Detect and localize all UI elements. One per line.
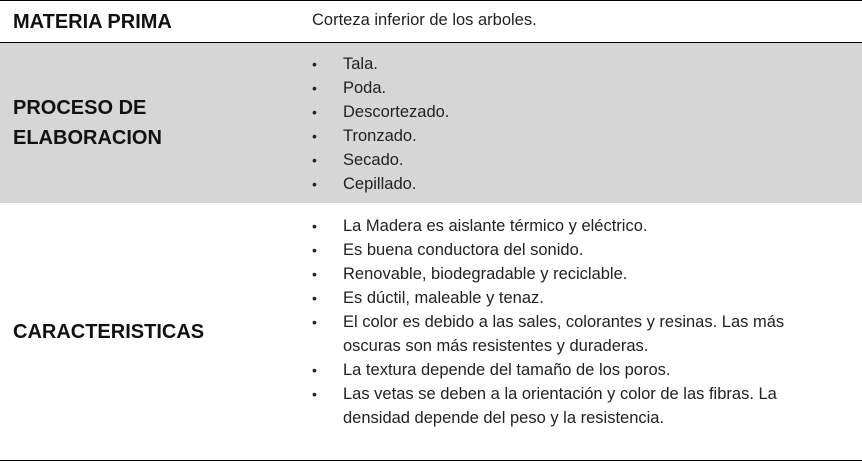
list-item bbox=[312, 286, 862, 310]
list-item bbox=[312, 214, 862, 238]
list-item bbox=[312, 148, 862, 172]
bullet-icon: • bbox=[312, 266, 317, 282]
list-item bbox=[312, 238, 862, 262]
list-item bbox=[312, 262, 862, 286]
list-item-text: Renovable, biodegradable y reciclable. bbox=[343, 265, 628, 283]
bullet-icon: • bbox=[312, 218, 317, 234]
proceso-list-cell bbox=[300, 43, 862, 203]
list-item-text: La textura depende del tamaño de los poros. bbox=[343, 361, 671, 379]
list-item-text: Poda. bbox=[343, 79, 387, 97]
list-item bbox=[312, 76, 862, 100]
bullet-icon: • bbox=[312, 152, 317, 168]
row-header-proceso-line-1: PROCESO DE bbox=[13, 97, 147, 119]
materia-prima-value: Corteza inferior de los arboles. bbox=[312, 11, 537, 29]
caracteristicas-list bbox=[312, 204, 862, 430]
list-item-text: Cepillado. bbox=[343, 175, 417, 193]
list-item-text: Descortezado. bbox=[343, 103, 450, 121]
bullet-icon: • bbox=[312, 314, 317, 330]
list-item bbox=[312, 100, 862, 124]
bullet-icon: • bbox=[312, 56, 317, 72]
caracteristicas-list-cell bbox=[300, 204, 862, 460]
list-item bbox=[312, 172, 862, 196]
list-item-text: Es buena conductora del sonido. bbox=[343, 241, 584, 259]
list-item-text: Tronzado. bbox=[343, 127, 417, 145]
bullet-icon: • bbox=[312, 80, 317, 96]
list-item-text: Es dúctil, maleable y tenaz. bbox=[343, 289, 544, 307]
list-item bbox=[312, 124, 862, 148]
bullet-icon: • bbox=[312, 362, 317, 378]
list-item bbox=[312, 310, 862, 358]
table-row-caracteristicas bbox=[0, 204, 862, 461]
list-item bbox=[312, 382, 862, 430]
bullet-icon: • bbox=[312, 242, 317, 258]
list-item bbox=[312, 358, 862, 382]
list-item-text: Tala. bbox=[343, 55, 378, 73]
list-item-text: Secado. bbox=[343, 151, 404, 169]
bullet-icon: • bbox=[312, 104, 317, 120]
table-row-proceso bbox=[0, 43, 862, 204]
bullet-icon: • bbox=[312, 290, 317, 306]
bullet-icon: • bbox=[312, 176, 317, 192]
row-header-proceso bbox=[0, 43, 300, 203]
row-header-caracteristicas: CARACTERISTICAS bbox=[13, 321, 205, 343]
row-header-proceso-line-2: ELABORACION bbox=[13, 127, 162, 149]
bullet-icon: • bbox=[312, 386, 317, 402]
bullet-icon: • bbox=[312, 128, 317, 144]
proceso-list bbox=[312, 43, 862, 196]
list-item-text: La Madera es aislante térmico y eléctrico. bbox=[343, 217, 648, 235]
list-item bbox=[312, 52, 862, 76]
list-item-text: El color es debido a las sales, colorantes y resinas. Las más oscuras son más resistentes y duraderas. bbox=[343, 313, 785, 355]
list-item-text: Las vetas se deben a la orientación y color de las fibras. La densidad depende del peso y la resistencia. bbox=[343, 385, 777, 427]
row-header-materia-prima: MATERIA PRIMA bbox=[13, 10, 172, 33]
table-row-materia-prima bbox=[0, 0, 862, 43]
